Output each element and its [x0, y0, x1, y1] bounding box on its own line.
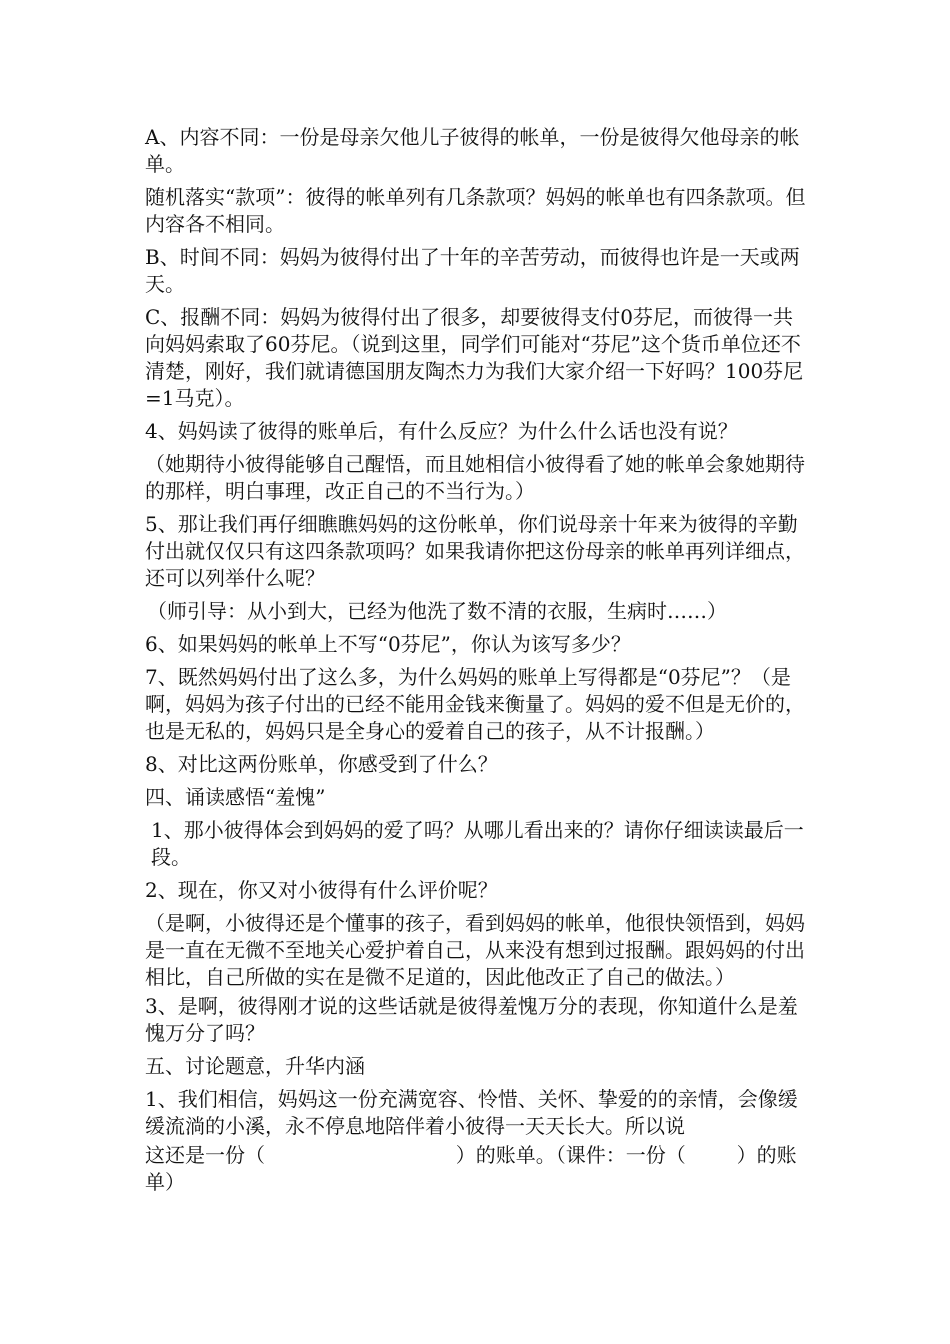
paragraph-contrast-b: B、时间不同：妈妈为彼得付出了十年的辛苦劳动，而彼得也许是一天或两天。: [145, 245, 800, 296]
answer-4: （她期待小彼得能够自己醒悟，而且她相信小彼得看了她的帐单会象她期待的那样，明白事理，改正自己的不当行为。）: [145, 452, 805, 503]
fill-in-blank-line: 这还是一份（ ）的账单。（课件：一份（ ）的账单）: [145, 1143, 797, 1194]
question-6: 6、如果妈妈的帐单上不写“0芬尼”，你认为该写多少？: [145, 632, 631, 656]
document-body: [145, 124, 813, 1196]
section-4-item-2: 2、现在，你又对小彼得有什么评价呢？: [145, 878, 498, 902]
paragraph-contrast-a: A、内容不同：一份是母亲欠他儿子彼得的帐单，一份是彼得欠他母亲的帐单。: [145, 125, 800, 176]
section-heading-4: 四、诵读感悟“羞愧”: [145, 785, 326, 809]
question-7: 7、既然妈妈付出了这么多，为什么妈妈的账单上写得都是“0芬尼”？（是啊，妈妈为孩子付出的已经不能用金钱来衡量了。妈妈的爱不但是无价的，也是无私的，妈妈只是全身心的爱着自己的孩子，从不计报酬。）: [145, 665, 805, 743]
teacher-guidance: （师引导：从小到大，已经为他洗了数不清的衣服，生病时……）: [147, 599, 727, 623]
section-5-item-1: 1、我们相信，妈妈这一份充满宽容、怜惜、关怀、挚爱的的亲情，会像缓缓流淌的小溪，永不停息地陪伴着小彼得一天天长大。所以说: [145, 1087, 798, 1138]
section-4-item-1: 1、那小彼得体会到妈妈的爱了吗？从哪儿看出来的？请你仔细读读最后一段。: [151, 818, 804, 869]
paragraph-items: 随机落实“款项”：彼得的帐单列有几条款项？妈妈的帐单也有四条款项。但内容各不相同。: [145, 185, 806, 236]
section-4-item-3: 3、是啊，彼得刚才说的这些话就是彼得羞愧万分的表现，你知道什么是羞愧万分了吗？: [145, 994, 798, 1045]
section-heading-5: 五、讨论题意，升华内涵: [145, 1054, 365, 1078]
question-4: 4、妈妈读了彼得的账单后，有什么反应？为什么什么话也没有说？: [145, 419, 738, 443]
paragraph-contrast-c: C、报酬不同：妈妈为彼得付出了很多，却要彼得支付0芬尼，而彼得一共向妈妈索取了60芬尼。（说到这里，同学们可能对“芬尼”这个货币单位还不清楚，刚好，我们就请德国朋友陶杰力为我们大家介绍一下好吗？100芬尼=1马克）。: [145, 305, 804, 410]
section-4-answer: （是啊，小彼得还是个懂事的孩子，看到妈妈的帐单，他很快领悟到，妈妈是一直在无微不至地关心爱护着自己，从来没有想到过报酬。跟妈妈的付出相比，自己所做的实在是微不足道的，因此他改正了自己的做法。）: [145, 911, 805, 989]
question-8: 8、对比这两份账单，你感受到了什么？: [145, 752, 498, 776]
question-5: 5、那让我们再仔细瞧瞧妈妈的这份帐单，你们说母亲十年来为彼得的辛勤付出就仅仅只有这四条款项吗？如果我请你把这份母亲的帐单再列详细点，还可以列举什么呢？: [145, 512, 805, 590]
